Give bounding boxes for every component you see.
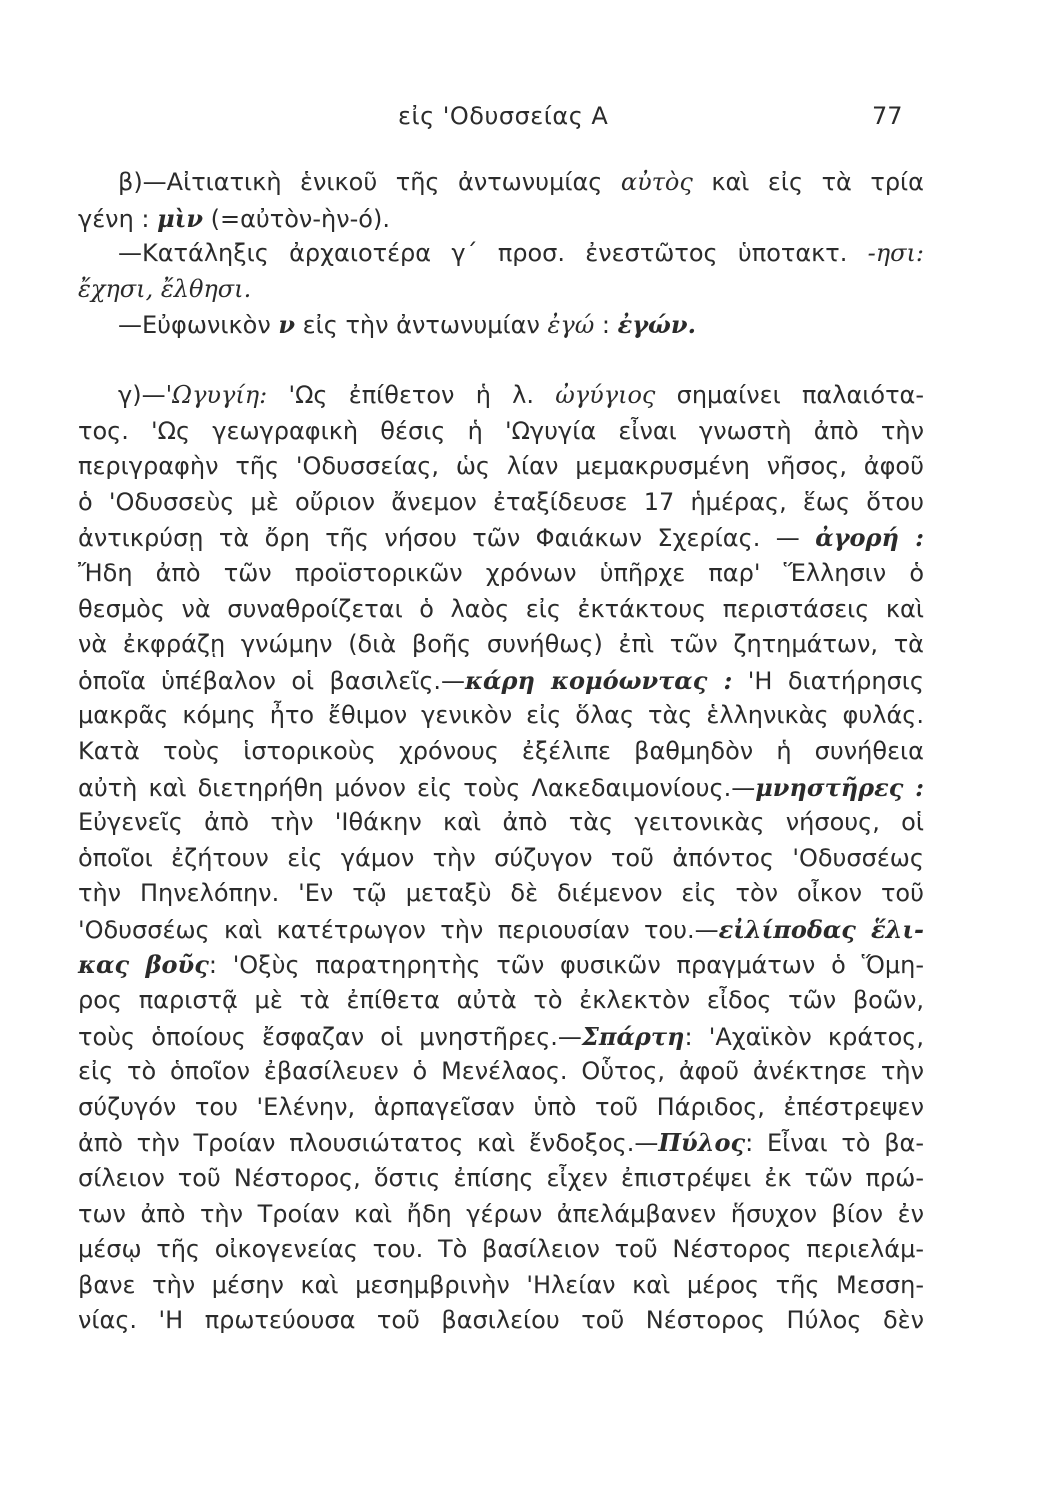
text-line	[78, 1161, 924, 1197]
emphasized-term: μνηστῆρες :	[755, 772, 924, 802]
text-segment: ὁποῖοι ἐζήτουν εἰς γάμον τὴν σύζυγον τοῦ ἀπόντος 'Οδυσσέως	[78, 843, 924, 872]
emphasized-term: Πύλος	[658, 1128, 746, 1158]
body-text	[78, 165, 924, 1339]
text-line-content	[78, 1303, 924, 1339]
emphasized-term: 'Ωγυγίη:	[165, 380, 268, 409]
text-segment: Ἤδη ἀπὸ τῶν προϊστορικῶν χρόνων ὑπῆρχε παρ' Ἕλλησιν ὁ	[78, 558, 924, 587]
emphasized-term: εἰλίποδας ἕλι-	[718, 914, 924, 944]
text-line-content	[78, 1268, 924, 1304]
text-segment: περιγραφὴν τῆς 'Οδυσσείας, ὡς λίαν μεμακρυσμένη νῆσος, ἀφοῦ	[78, 452, 924, 481]
text-segment: : 'Οξὺς παρατηρητὴς τῶν φυσικῶν πραγμάτων ὁ Ὅμη-	[208, 951, 924, 980]
emphasized-term: Σπάρτη	[581, 1021, 685, 1051]
text-segment: —Εὐφωνικὸν	[118, 311, 279, 340]
text-segment: : Εἶναι τὸ βα-	[745, 1129, 925, 1158]
paragraph-gap	[78, 343, 924, 378]
text-line	[78, 414, 924, 450]
text-segment: —Κατάληξις ἀρχαιοτέρα γ΄ προσ. ἐνεστῶτος ὑποτακτ.	[118, 239, 868, 268]
text-line	[78, 841, 924, 877]
text-line	[78, 1125, 924, 1161]
text-line-content	[78, 1161, 924, 1197]
text-line-content	[78, 805, 924, 841]
emphasized-term: κάρη κομόωντας :	[465, 665, 733, 695]
text-segment: Εὐγενεῖς ἀπὸ τὴν 'Ιθάκην καὶ ἀπὸ τὰς γειτονικὰς νήσους, οἱ	[78, 808, 924, 837]
emphasized-term: ἔχησι, ἔλθησι.	[78, 274, 252, 303]
text-segment: εἰς τὸ ὁποῖον ἐβασίλευεν ὁ Μενέλαος. Οὗτος, ἀφοῦ ἀνέκτησε τὴν	[78, 1057, 924, 1086]
text-segment: εἰς τὴν ἀντωνυμίαν	[295, 311, 548, 340]
text-line	[78, 592, 924, 628]
text-line	[78, 1054, 924, 1090]
text-segment: ὁ 'Οδυσσεὺς μὲ οὔριον ἄνεμον ἐταξίδευσε 17 ἡμέρας, ἕως ὅτου	[78, 487, 924, 516]
text-segment: τοὺς ὁποίους ἔσφαζαν οἱ μνηστῆρες.—	[78, 1022, 582, 1051]
text-line-content	[78, 1054, 924, 1090]
text-line-content	[78, 275, 251, 303]
text-line-content	[78, 1090, 924, 1126]
text-segment: τὴν Πηνελόπην. 'Εν τῷ μεταξὺ δὲ διέμενον εἰς τὸν οἶκον τοῦ	[78, 879, 924, 908]
text-line-content	[78, 236, 924, 272]
text-segment: σίλειον τοῦ Νέστορος, ὅστις ἐπίσης εἶχεν ἐπιστρέψει ἐκ τῶν πρώ-	[78, 1164, 924, 1193]
text-line-content	[78, 414, 924, 450]
text-line	[78, 485, 924, 521]
text-line-content	[78, 698, 924, 734]
text-segment: ἀντικρύσῃ τὰ ὄρη τῆς νήσου τῶν Φαιάκων Σχερίας. —	[78, 524, 816, 553]
running-title: εἰς 'Οδυσσείας Α	[398, 102, 609, 130]
text-segment: Κατὰ τοὺς ἱστορικοὺς χρόνους ἐξέλιπε βαθμηδὸν ἡ συνήθεια	[78, 736, 924, 765]
text-segment: 'Η διατήρησις	[732, 666, 925, 695]
text-line	[78, 734, 924, 770]
text-segment: :	[594, 311, 618, 340]
text-segment: 'Ως ἐπίθετον ἡ λ.	[267, 380, 556, 409]
text-line	[78, 627, 924, 663]
text-line	[78, 165, 924, 201]
text-segment: νίας. 'Η πρωτεύουσα τοῦ βασιλείου τοῦ Νέστορος Πύλος δὲν	[78, 1306, 924, 1335]
text-line-content	[78, 841, 924, 877]
text-line-content	[78, 556, 924, 592]
text-line	[78, 876, 924, 912]
text-line-content	[78, 592, 924, 628]
text-line	[78, 1268, 924, 1304]
text-line-content	[78, 449, 924, 485]
text-line	[78, 1090, 924, 1126]
text-line	[78, 272, 924, 308]
text-line-content	[78, 912, 924, 949]
text-line	[78, 698, 924, 734]
text-line	[78, 556, 924, 592]
text-segment: καὶ εἰς τὰ τρία	[692, 168, 924, 196]
emphasized-term: ν	[278, 310, 296, 340]
text-segment: μακρᾶς κόμης ἦτο ἔθιμον γενικὸν εἰς ὅλας τὰς ἑλληνικὰς φυλάς.	[78, 701, 924, 730]
text-line	[78, 912, 924, 948]
emphasized-term: ἀγορή :	[815, 523, 924, 553]
text-line	[78, 663, 924, 699]
text-segment: γ)—	[118, 380, 166, 409]
text-segment: ρος παριστᾷ μὲ τὰ ἐπίθετα αὐτὰ τὸ ἐκλεκτὸν εἶδος τῶν βοῶν,	[78, 986, 924, 1015]
text-line-content	[78, 1197, 924, 1233]
text-segment: γένη :	[78, 204, 158, 233]
text-line	[78, 1303, 924, 1339]
text-line	[78, 805, 924, 841]
text-line	[78, 201, 924, 237]
text-segment: β)—Αἰτιατικὴ ἑνικοῦ τῆς ἀντωνυμίας	[118, 168, 621, 196]
text-line-content	[78, 1125, 924, 1162]
text-line	[78, 236, 924, 272]
text-line-content	[78, 627, 924, 663]
page-header	[0, 100, 1046, 140]
text-line	[78, 1232, 924, 1268]
text-line-content	[78, 770, 924, 807]
text-line	[78, 1197, 924, 1233]
text-line	[78, 520, 924, 556]
text-segment: θεσμὸς νὰ συναθροίζεται ὁ λαὸς εἰς ἐκτάκτους περιστάσεις καὶ	[78, 594, 924, 623]
text-line-content	[78, 1019, 924, 1056]
text-segment: σημαίνει παλαιότα-	[655, 380, 925, 409]
text-line-content	[78, 1232, 924, 1268]
text-line-content	[78, 876, 924, 912]
text-line-content	[78, 983, 924, 1019]
emphasized-term: ὠγύγιος	[555, 380, 656, 409]
text-line-content	[78, 485, 924, 521]
text-segment: (=αὐτὸν-ὴν-ό).	[202, 204, 390, 233]
text-line	[78, 983, 924, 1019]
text-segment: 'Οδυσσέως καὶ κατέτρωγον τὴν περιουσίαν του.—	[78, 915, 719, 944]
text-segment: ὁποῖα ὑπέβαλον οἱ βασιλεῖς.—	[78, 666, 466, 695]
text-line-content	[78, 205, 390, 233]
text-segment: βανε τὴν μέσην καὶ μεσημβρινὴν 'Ηλείαν καὶ μέρος τῆς Μεσση-	[78, 1270, 924, 1299]
emphasized-term: αὐτὸς	[620, 168, 693, 196]
emphasized-term: -ησι:	[867, 239, 924, 268]
text-segment: ἀπὸ τὴν Τροίαν πλουσιώτατος καὶ ἔνδοξος.—	[78, 1129, 659, 1158]
text-line	[78, 770, 924, 806]
text-line	[78, 378, 924, 414]
text-line	[78, 947, 924, 983]
text-line-content	[78, 520, 924, 557]
emphasized-term: μὶν	[157, 203, 203, 233]
text-line-content	[78, 734, 924, 770]
text-line-content	[78, 663, 924, 700]
emphasized-term: κας βοῦς	[78, 950, 209, 980]
text-segment: σύζυγόν του 'Ελένην, ἁρπαγεῖσαν ὑπὸ τοῦ Πάριδος, ἐπέστρεψεν	[78, 1092, 924, 1121]
text-segment: των ἀπὸ τὴν Τροίαν καὶ ἤδη γέρων ἀπελάμβανεν ἥσυχον βίον ἐν	[78, 1199, 924, 1228]
text-segment: νὰ ἐκφράζῃ γνώμην (διὰ βοῆς συνήθως) ἐπὶ τῶν ζητημάτων, τὰ	[78, 630, 924, 659]
text-segment: μέσῳ τῆς οἰκογενείας του. Τὸ βασίλειον τοῦ Νέστορος περιελάμ-	[78, 1235, 924, 1264]
text-line-content	[78, 311, 696, 339]
text-segment: αὐτὴ καὶ διετηρήθη μόνον εἰς τοὺς Λακεδαιμονίους.—	[78, 773, 756, 802]
text-line	[78, 449, 924, 485]
page-number: 77	[872, 102, 903, 130]
text-line	[78, 1019, 924, 1055]
text-line-content	[78, 947, 924, 984]
emphasized-term: ἐγώ	[547, 311, 595, 340]
text-segment: τος. 'Ως γεωγραφικὴ θέσις ἡ 'Ωγυγία εἶναι γνωστὴ ἀπὸ τὴν	[78, 416, 924, 445]
text-line	[78, 307, 924, 343]
text-line-content	[78, 378, 924, 414]
text-line-content	[78, 165, 924, 201]
text-segment: : 'Αχαϊκὸν κράτος,	[684, 1022, 924, 1051]
emphasized-term: ἐγών.	[617, 310, 696, 340]
